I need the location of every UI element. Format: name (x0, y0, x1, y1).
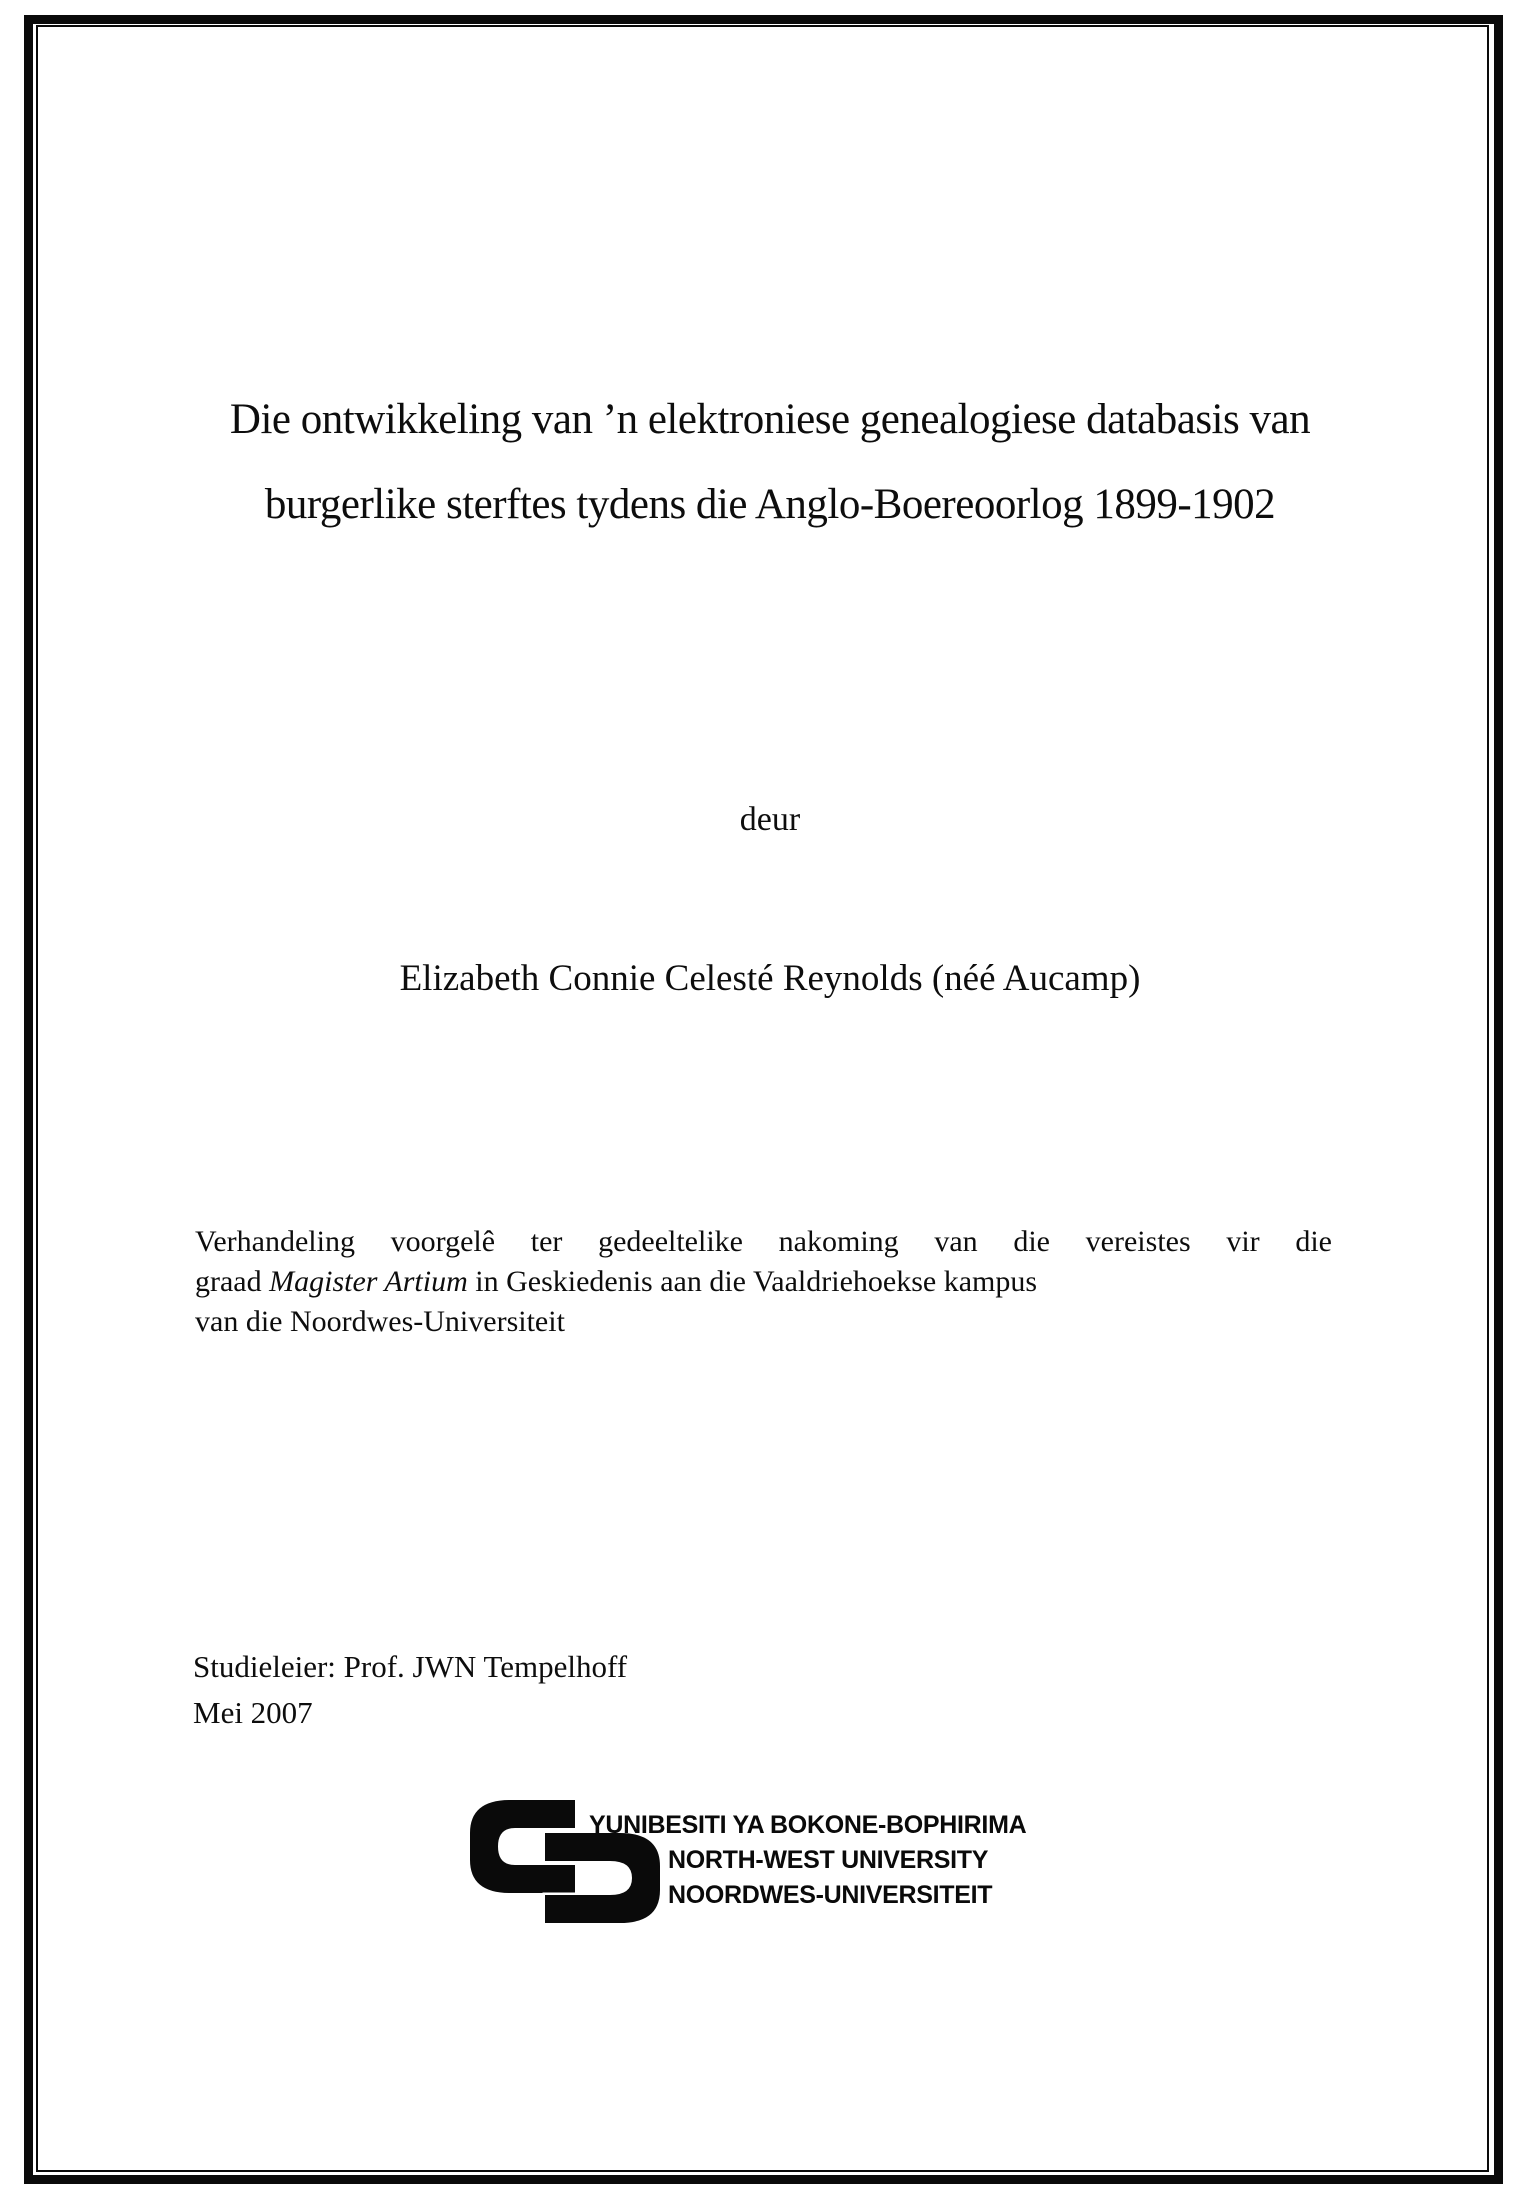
logo-text-line3: NOORDWES-UNIVERSITEIT (668, 1881, 993, 1909)
date-line: Mei 2007 (193, 1695, 313, 1730)
author-name: Elizabeth Connie Celesté Reynolds (néé Aucamp) (399, 958, 1141, 999)
logo-text-line2: NORTH-WEST UNIVERSITY (668, 1846, 989, 1874)
logo-text-line1: YUNIBESITI YA BOKONE-BOPHIRIMA (589, 1811, 1027, 1839)
degree-statement-line2 (195, 1262, 1332, 1302)
degree-line2-pre: graad (195, 1265, 270, 1298)
degree-line2-post: in Geskiedenis aan die Vaaldriehoekse kampus (467, 1265, 1038, 1298)
supervisor-line: Studieleier: Prof. JWN Tempelhoff (193, 1649, 628, 1684)
university-logo-text (589, 1808, 1026, 1913)
supervisor-block (193, 1644, 627, 1736)
degree-line2-latin: Magister Artium (269, 1265, 468, 1298)
degree-statement-line1: Verhandeling voorgelê ter gedeeltelike nakoming van die vereistes vir die (195, 1225, 1332, 1258)
title-line-1: Die ontwikkeling van ’n elektroniese genealogiese databasis van (229, 396, 1311, 443)
title-line-2: burgerlike sterftes tydens die Anglo-Boereoorlog 1899-1902 (264, 481, 1276, 528)
university-logo (470, 1800, 1250, 1970)
degree-statement-line3: van die Noordwes-Universiteit (195, 1305, 565, 1338)
degree-statement (195, 1222, 1332, 1342)
thesis-title (40, 377, 1500, 547)
byline-label: deur (739, 801, 801, 838)
